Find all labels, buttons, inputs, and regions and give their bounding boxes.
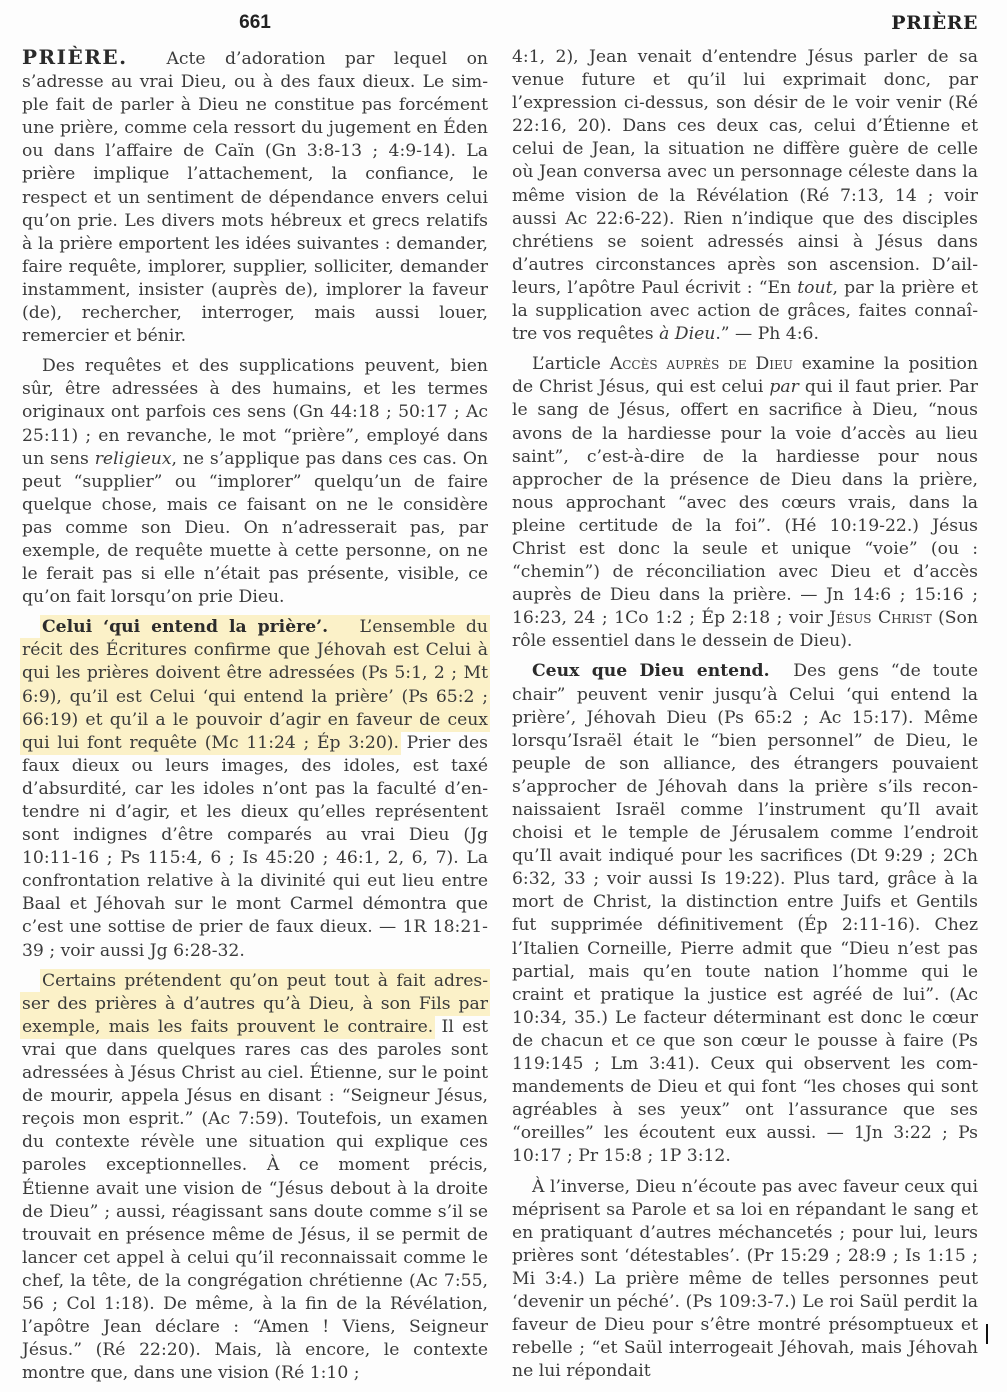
paragraph-text[interactable]: qui il faut prier. Par le sang de Jésus, offert en sacrifice à Dieu, “nous avons de la hardiesse pour la voie d’accès au lieu saint”, c’est-à-dire de la hardiesse pour nous approcher de la présence de Dieu dans la prière, nous approchant “avec des cœurs vrais, dans la pleine certitude de la foi”. (Hé 10:19-22.) Jésus Christ est donc la seule et unique “voie” (ou : “chemin”) de réconciliation avec Dieu et d’accès auprès de Dieu dans la prière. — Jn 14:6 ; 15:16 ; 16:23, 24 ; 1Co 1:2 ; Ép 2:18 ; voir xyxy=(512,377,978,629)
highlighted-text[interactable]: L’ensemble du récit des Écritures confirme que Jéhovah est Celui à qui les prières doivent être adressées (Ps 5:1, 2 ; Mt 6:9), qu’il est Celui ‘qui entend la prière’ (Ps 65:2 ; 66:19) et qu’il a le pouvoir d’agir en faveur de ceux qui lui font requête (Mc 11:24 ; Ép 3:20). xyxy=(22,617,488,753)
paragraph-text[interactable]: 4:1, 2), Jean venait d’entendre Jésus parler de sa venue future et qu’il lui exprimait donc, par l’expression ci-dessus, son désir de le voir venir (Ré 22:16, 20). Dans ces deux cas, celui d’Étienne et celui de Jean, la situation ne diffère guère de celle où Jean conversa avec un personnage céleste dans la même vision de la Révélation (Ré 7:13, 14 ; voir aussi Ac 22:6-22). Rien n’indique que des disciples chrétiens se soient adressés ainsi à Jésus dans d’autres circonstances après son ascension. D’ailleurs, l’apôtre Paul écrivit : “En xyxy=(512,47,978,298)
paragraph-text[interactable]: .” — Ph 4:6. xyxy=(715,324,819,345)
paragraph-text[interactable]: Acte d’adoration par lequel on s’adresse au vrai Dieu, ou à des faux dieux. Le simple fait de parler à Dieu ne constitue pas forcément une prière, comme cela ressort du jugement en Éden ou dans l’affaire de Caïn (Gn 3:8-13 ; 4:9-14). La prière implique l’attachement, la confiance, le respect et un sentiment de dépendance envers celui qu’on prie. Les divers mots hébreux et grecs relatifs à la prière emportent les idées suivantes : demander, faire requête, implorer, supplier, solliciter, demander instamment, insister (auprès de), implorer la faveur (de), rechercher, interroger, mais aussi louer, remercier et bénir. xyxy=(22,49,488,347)
paragraph-text[interactable]: L’article xyxy=(532,354,610,375)
paragraph-text[interactable]: examine la position de Christ Jésus, qui est celui xyxy=(512,354,978,398)
section-subhead: Celui ‘qui entend la prière’. xyxy=(42,617,329,638)
italic-term: à Dieu xyxy=(659,324,716,345)
paragraph-text[interactable]: (Son rôle essentiel dans le dessein de Dieu). xyxy=(512,608,978,652)
cross-reference-link[interactable]: Accès auprès de Dieu xyxy=(609,354,793,375)
entry-title: PRIÈRE. xyxy=(22,45,128,69)
paragraph-access[interactable] xyxy=(512,353,978,653)
paragraph-text[interactable]: Prier des faux dieux ou leurs images, des idoles, est taxé d’absurdité, car les idoles n’ont pas la faculté d’entendre ni d’agir, et les dieux qu’elles représentent sont indignes d’être comparés au vrai Dieu (Jg 10:11-16 ; Ps 115:4, 6 ; Is 45:20 ; 46:1, 2, 6, 7). La confrontation relative à la divinité qui eut lieu entre Baal et Jéhovah sur le mont Carmel démontra que c’est une sottise de prier de faux dieux. — 1R 18:21-39 ; voir aussi Jg 6:28-32. xyxy=(22,732,488,961)
paragraph-text[interactable]: Des gens “de toute chair” peuvent venir jusqu’à Celui ‘qui entend la prière’, Jéhovah Dieu (Ps 65:2 ; Ac 15:17). Même lorsqu’Israël était le “bien personnel” de Dieu, le peuple de son alliance, des étrangers pouvaient s’approcher de Jéhovah dans la prière s’ils reconnaissaient Israël comme l’instrument qu’Il avait choisi et le temple de Jérusalem comme l’endroit qu’Il avait indiqué pour les sacrifices (Dt 9:29 ; 2Ch 6:32, 33 ; voir aussi Is 19:22). Plus tard, grâce à la mort de Christ, la distinction entre Juifs et Gentils fut supprimée définitivement (Ép 2:11-16). Chez l’Italien Corneille, Pierre admit que “Dieu n’est pas partial, mais qu’en toute nation l’homme qui le craint et pratique la justice est agréé de lui”. (Ac 10:34, 35.) Le facteur déterminant est donc le cœur de chacun et ce que son cœur le pousse à faire (Ps 119:145 ; Lm 3:41). Ceux qui observent les commandements de Dieu et qui font “les choses qui sont agréables à ses yeux” ont l’assurance que ses “oreilles” les écoutent eux aussi. — 1Jn 3:22 ; Ps 10:17 ; Pr 15:8 ; 1P 3:12. xyxy=(512,661,978,1167)
running-head: PRIÈRE xyxy=(891,12,978,34)
right-column xyxy=(512,46,978,1390)
paragraph-text[interactable]: Il est vrai que dans quelques rares cas des paroles sont adressées à Jésus Christ au ciel. Étienne, sur le point de mourir, appela Jésus en disant : “Seigneur Jésus, reçois mon esprit.” (Ac 7:59). Toutefois, un examen du contexte révèle une situation qui explique ces paroles exceptionnelles. À ce moment précis, Étienne avait une vision de “Jésus debout à la droite de Dieu” ; aussi, réagissant sans doute comme s’il se trouvait en présence même de Jésus, il se permit de lancer cet appel à celui qu’il reconnaissait comme le chef, la tête, de la congrégation chrétienne (Ac 7:55, 56 ; Col 1:18). De même, à la fin de la Révélation, l’apôtre Jean déclare : “Amen ! Viens, Seigneur Jésus.” (Ré 22:20). Mais, là encore, le contexte montre que, dans une vision (Ré 1:10 ; xyxy=(22,1016,488,1384)
paragraph-intro[interactable] xyxy=(22,46,488,348)
paragraph-text[interactable]: À l’inverse, Dieu n’écoute pas avec faveur ceux qui méprisent sa Parole et sa loi en répandant le sang et en pratiquant d’autres méchancetés ; pour lui, leurs prières sont ‘détestables’. (Pr 15:29 ; 28:9 ; Is 1:15 ; Mi 3:4.) La prière même de telles personnes peut ‘devenir un péché’. (Ps 109:3-7.) Le roi Saül perdit la faveur de Dieu pour s’être montré présomptueux et rebelle ; “et Saül interrogeait Jéhovah, mais Jéhovah ne lui répondait xyxy=(512,1176,978,1382)
left-column xyxy=(22,46,488,1392)
paragraph-others[interactable] xyxy=(22,970,488,1386)
page-number: 661 xyxy=(239,12,271,33)
paragraph-requests[interactable] xyxy=(22,355,488,609)
cross-reference-link[interactable]: Jésus Christ xyxy=(829,608,932,629)
section-subhead: Ceux que Dieu entend. xyxy=(532,661,770,682)
paragraph-who-hears[interactable] xyxy=(22,616,488,962)
paragraph-continued[interactable] xyxy=(512,46,978,346)
paragraph-those-god-hears[interactable] xyxy=(512,660,978,1168)
paragraph-conversely[interactable] xyxy=(512,1176,978,1384)
italic-term: par xyxy=(769,377,799,398)
paragraph-text[interactable]: , par la prière et la supplication avec action de grâces, faites connaître vos requêtes xyxy=(512,277,978,345)
paragraph-text[interactable]: Des requêtes et des supplications peuvent, bien sûr, être adressées à des humains, et les termes originaux ont parfois ces sens (Gn 44:18 ; 50:17 ; Ac 25:11) ; en revanche, le mot “prière”, employé dans un sens xyxy=(22,356,488,469)
text-cursor xyxy=(986,1324,988,1344)
italic-term: religieux xyxy=(94,448,172,469)
highlighted-text[interactable]: Certains prétendent qu’on peut tout à fait adresser des prières à d’autres qu’à Dieu, à son Fils par exemple, mais les faits prouvent le contraire. xyxy=(22,970,488,1037)
italic-term: tout xyxy=(797,277,833,298)
paragraph-text[interactable]: , ne s’applique pas dans ces cas. On peut “supplier” ou “implorer” quelqu’un de faire quelque chose, mais ce faisant on ne le considère pas comme son Dieu. On n’adresserait pas, par exemple, de requête muette à cette personne, on ne le ferait pas si elle n’était pas présente, visible, ce qu’on fait lorsqu’on prie Dieu. xyxy=(22,448,488,608)
